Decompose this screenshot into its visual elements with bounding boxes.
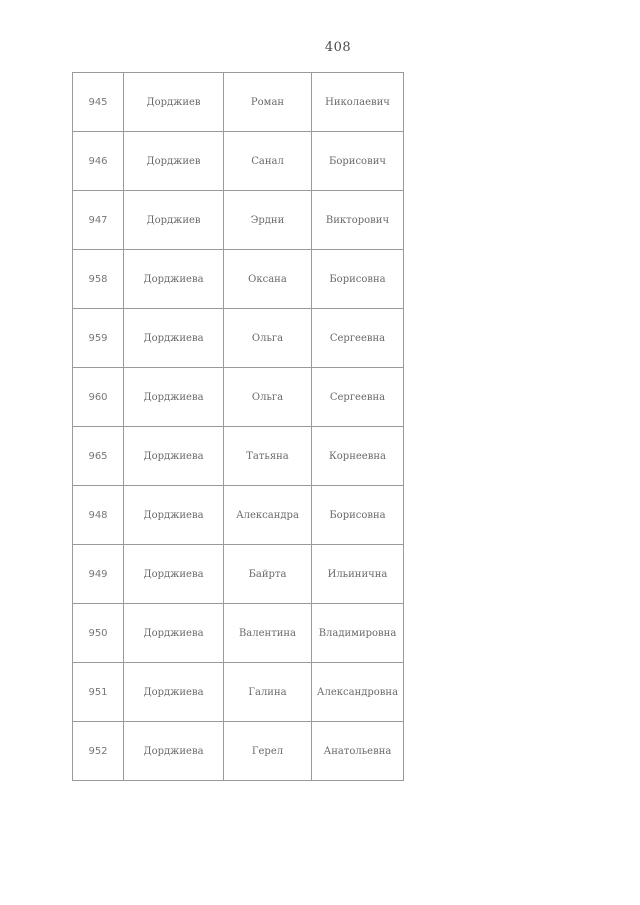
surname-cell: Дорджиева — [124, 545, 224, 604]
name-cell: Роман — [224, 73, 312, 132]
name-cell: Байрта — [224, 545, 312, 604]
surname-cell: Дорджиева — [124, 368, 224, 427]
name-cell: Галина — [224, 663, 312, 722]
surname-cell: Дорджиева — [124, 604, 224, 663]
patronymic-cell: Борисовна — [312, 250, 404, 309]
table-row — [73, 73, 404, 132]
name-cell: Санал — [224, 132, 312, 191]
surname-cell: Дорджиев — [124, 73, 224, 132]
patronymic-cell: Анатольевна — [312, 722, 404, 781]
table-row — [73, 722, 404, 781]
row-number: 960 — [73, 368, 124, 427]
surname-cell: Дорджиева — [124, 427, 224, 486]
page-number: 408 — [324, 40, 352, 55]
table-row — [73, 486, 404, 545]
table-row — [73, 368, 404, 427]
patronymic-cell: Викторович — [312, 191, 404, 250]
row-number: 959 — [73, 309, 124, 368]
table-row — [73, 309, 404, 368]
table-row — [73, 191, 404, 250]
table-row — [73, 604, 404, 663]
row-number: 949 — [73, 545, 124, 604]
name-cell: Герел — [224, 722, 312, 781]
surname-cell: Дорджиева — [124, 663, 224, 722]
row-number: 948 — [73, 486, 124, 545]
name-cell: Оксана — [224, 250, 312, 309]
patronymic-cell: Корнеевна — [312, 427, 404, 486]
surname-cell: Дорджиева — [124, 250, 224, 309]
patronymic-cell: Борисовна — [312, 486, 404, 545]
table-row — [73, 132, 404, 191]
table-row — [73, 663, 404, 722]
row-number: 958 — [73, 250, 124, 309]
surname-cell: Дорджиева — [124, 486, 224, 545]
table-row — [73, 250, 404, 309]
name-cell: Татьяна — [224, 427, 312, 486]
patronymic-cell: Ильинична — [312, 545, 404, 604]
patronymic-cell: Николаевич — [312, 73, 404, 132]
row-number: 965 — [73, 427, 124, 486]
name-cell: Валентина — [224, 604, 312, 663]
row-number: 951 — [73, 663, 124, 722]
patronymic-cell: Сергеевна — [312, 368, 404, 427]
table-row — [73, 427, 404, 486]
table-row — [73, 545, 404, 604]
patronymic-cell: Владимировна — [312, 604, 404, 663]
row-number: 947 — [73, 191, 124, 250]
row-number: 946 — [73, 132, 124, 191]
patronymic-cell: Борисович — [312, 132, 404, 191]
name-cell: Ольга — [224, 368, 312, 427]
row-number: 950 — [73, 604, 124, 663]
patronymic-cell: Сергеевна — [312, 309, 404, 368]
patronymic-cell: Александровна — [312, 663, 404, 722]
row-number: 952 — [73, 722, 124, 781]
surname-cell: Дорджиев — [124, 191, 224, 250]
name-cell: Александра — [224, 486, 312, 545]
row-number: 945 — [73, 73, 124, 132]
registry-table — [72, 72, 404, 781]
surname-cell: Дорджиева — [124, 722, 224, 781]
surname-cell: Дорджиев — [124, 132, 224, 191]
name-cell: Ольга — [224, 309, 312, 368]
name-cell: Эрдни — [224, 191, 312, 250]
surname-cell: Дорджиева — [124, 309, 224, 368]
